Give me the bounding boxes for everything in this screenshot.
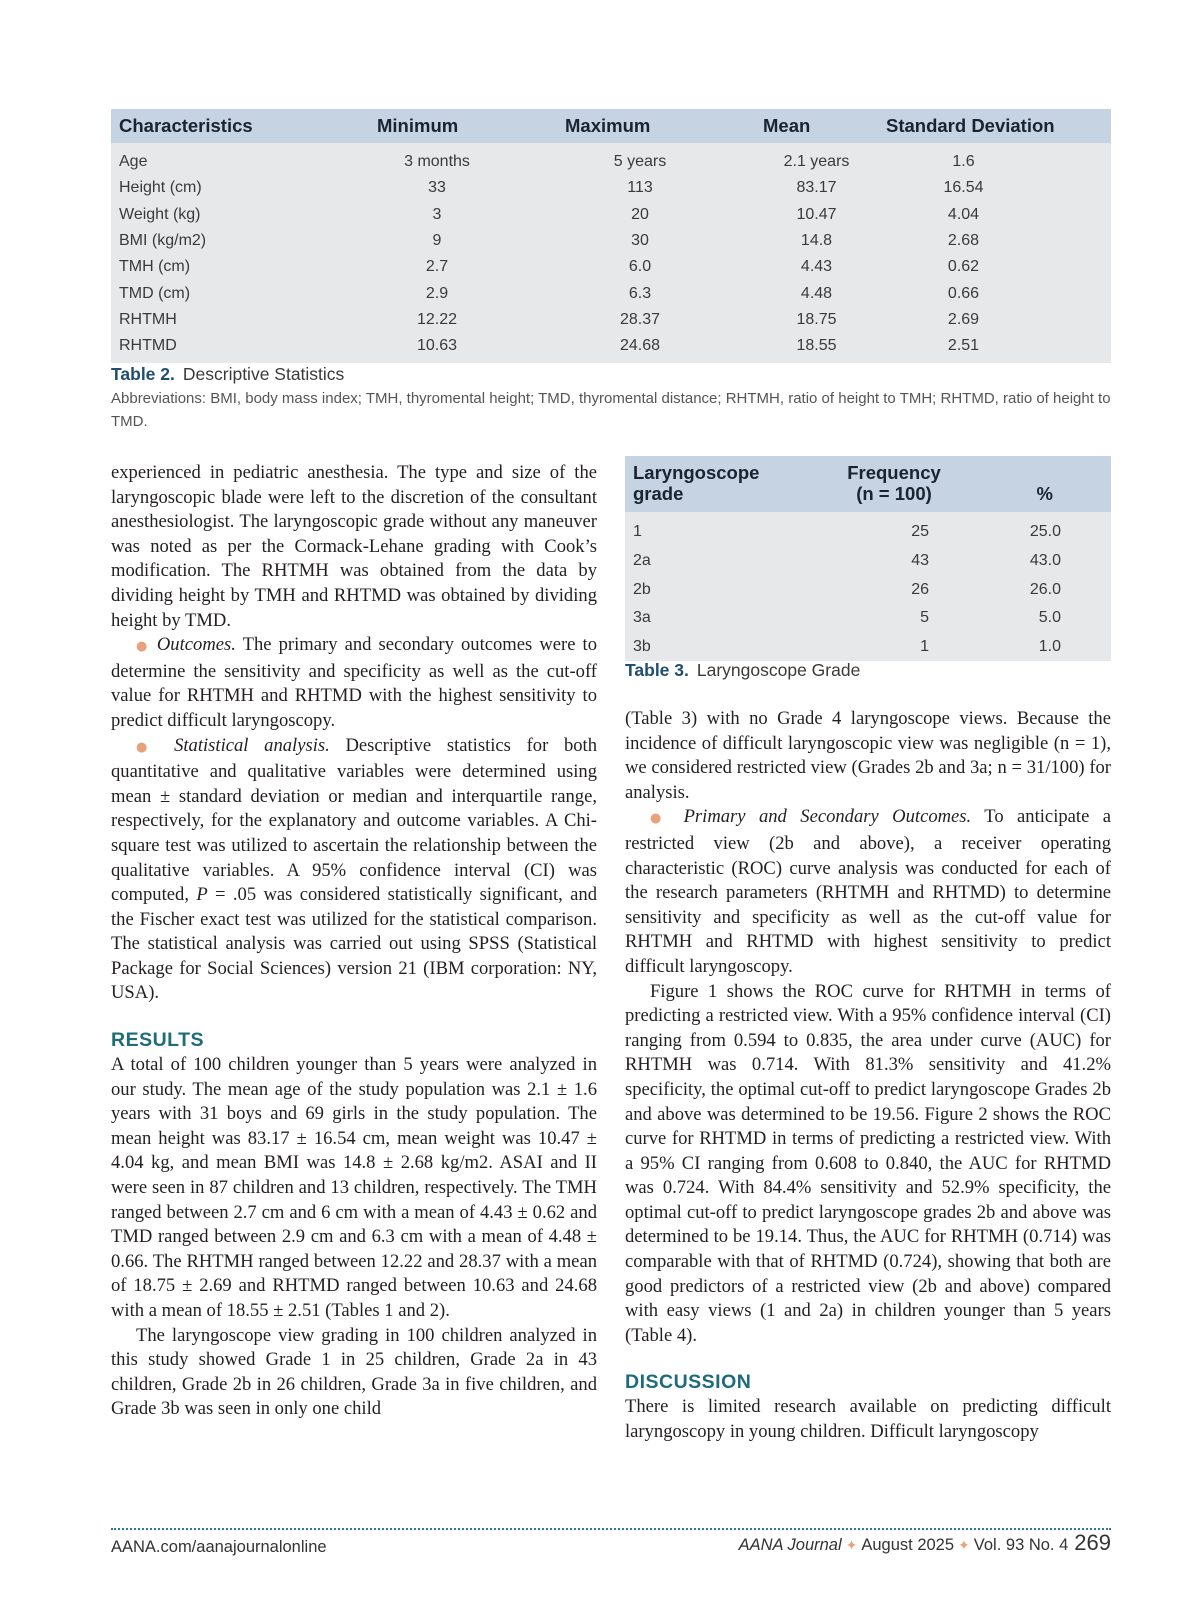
table-cell: Height (cm) bbox=[119, 179, 202, 197]
table-row bbox=[111, 307, 1111, 333]
table-cell: 2.51 bbox=[947, 337, 980, 355]
table-cell: 6.0 bbox=[628, 258, 652, 276]
table-cell: 3a bbox=[633, 609, 651, 627]
table-cell: 0.62 bbox=[947, 258, 980, 276]
discussion-heading: DISCUSSION bbox=[625, 1371, 752, 1394]
table-3-body bbox=[625, 512, 1111, 661]
table-cell: 1.0 bbox=[1038, 638, 1061, 656]
table-row bbox=[111, 143, 1111, 175]
table-cell: 33 bbox=[428, 179, 446, 197]
table-cell: 10.63 bbox=[416, 337, 458, 355]
table-cell: 26.0 bbox=[1029, 580, 1061, 598]
table-cell: 2.1 years bbox=[783, 153, 850, 171]
table-row bbox=[625, 547, 1111, 576]
table-cell: 83.17 bbox=[796, 179, 837, 197]
table-cell: 18.75 bbox=[796, 310, 837, 328]
table-2-abbreviations: Abbreviations: BMI, body mass index; TMH, thyromental height; TMD, thyromental distance; RHTMH, ratio of height to TMH; RHTMD, ratio of height to TMD. bbox=[111, 390, 1111, 430]
stat-lead: Statistical analysis. bbox=[174, 734, 330, 756]
table-row bbox=[625, 575, 1111, 604]
header-standard-deviation: Standard Deviation bbox=[886, 115, 1055, 136]
table-cell: 25 bbox=[911, 523, 929, 541]
footer-journal: AANA Journal bbox=[738, 1536, 842, 1554]
table-cell: 9 bbox=[432, 232, 442, 250]
table-cell: 2.69 bbox=[947, 310, 980, 328]
header-grade-line-2: grade bbox=[633, 483, 684, 504]
header-minimum: Minimum bbox=[377, 115, 459, 136]
header-grade-line-1: Laryngoscope bbox=[633, 462, 760, 483]
table-cell: RHTMD bbox=[119, 337, 177, 355]
table-cell: TMD (cm) bbox=[119, 284, 191, 302]
table-cell: 12.22 bbox=[416, 310, 458, 328]
stat-text-1: Descriptive statistics for both quantitative and qualitative variables were determined using mean ± standard deviation or median and interquartile range, respectively, for the explanatory and outcome variables. A Chi-square test was utilized to ascertain the relationship between the qualitative variables. A 95% confidence interval (CI) was computed, bbox=[111, 734, 598, 906]
table-cell: 43 bbox=[911, 552, 929, 570]
table-header-row bbox=[111, 109, 1111, 143]
table-row bbox=[625, 604, 1111, 633]
table-row bbox=[111, 333, 1111, 363]
outcomes-text: The primary and secondary outcomes were to determine the sensitivity and specificity as well as the cut-off value for RHTMH and RHTMD with the highest sensitivity to predict difficult laryngoscopy. bbox=[111, 634, 597, 731]
table-cell: 10.47 bbox=[796, 205, 837, 223]
table-cell: 0.66 bbox=[947, 284, 980, 302]
bullet-icon: ● bbox=[136, 639, 150, 655]
paragraph-results-2: The laryngoscope view grading in 100 children analyzed in this study showed Grade 1 in 25 children, Grade 2a in 43 children, Grade 2b in 26 children, Grade 3a in five children, and Grade 3b was seen in only one child bbox=[111, 1324, 597, 1420]
table-cell: 43.0 bbox=[1029, 552, 1061, 570]
table-cell: Weight (kg) bbox=[119, 205, 201, 223]
stat-text-2: = .05 was considered statistically significant, and the Fischer exact test was utilized for the statistical comparison. The statistical analysis was carried out using SPSS (Statistical Package for Social Sciences) version 21 (IBM corporation: NY, USA). bbox=[111, 884, 597, 1004]
table-cell: 4.48 bbox=[800, 284, 833, 302]
paragraph-results-continued: (Table 3) with no Grade 4 laryngoscope views. Because the incidence of difficult laryngoscopic view was negligible (n = 1), we considered restricted view (Grades 2b and 3a; n = 31/100) for analysis. bbox=[625, 708, 1111, 803]
bullet-icon: ● bbox=[650, 811, 671, 827]
outcomes-lead: Outcomes. bbox=[156, 634, 236, 656]
table-cell: 25.0 bbox=[1029, 523, 1061, 541]
header-frequency bbox=[811, 456, 977, 512]
table-cell: 1 bbox=[633, 523, 642, 541]
primary-lead: Primary and Secondary Outcomes. bbox=[683, 806, 972, 828]
footer-url: AANA.com/aanajournalonline bbox=[111, 1538, 327, 1556]
table-3-laryngoscope-grade bbox=[625, 456, 1111, 661]
table-3-caption bbox=[625, 660, 860, 681]
paragraph-discussion: There is limited research available on predicting difficult laryngoscopy in young children. Difficult laryngoscopy bbox=[625, 1396, 1111, 1443]
footer-volume: Vol. 93 bbox=[973, 1536, 1025, 1554]
table-cell: 5.0 bbox=[1038, 609, 1061, 627]
paragraph-results-1: A total of 100 children younger than 5 years were analyzed in our study. The mean age of the study population was 2.1 ± 1.6 years with 31 boys and 69 girls in the study population. The mean height was 83.17 ± 16.54 cm, mean weight was 10.47 ± 4.04 kg, and mean BMI was 14.8 ± 2.68 kg/m2. ASAI and II were seen in 87 children and 13 children, respectively. The TMH ranged between 2.7 cm and 6 cm with a mean of 4.43 ± 0.62 and TMD ranged between 2.9 cm and 6.3 cm with a mean of 4.48 ± 0.66. The RHTMH ranged between 12.22 and 28.37 with a mean of 18.75 ± 2.69 and RHTMD ranged between 10.63 and 24.68 with a mean of 18.55 ± 2.51 (Tables 1 and 2). bbox=[111, 1054, 597, 1321]
table-2-descriptive-statistics bbox=[111, 109, 1111, 363]
table-cell: 30 bbox=[631, 232, 649, 250]
table-cell: 2.7 bbox=[425, 258, 449, 276]
table-cell: BMI (kg/m2) bbox=[119, 232, 207, 250]
diamond-icon: ✦ bbox=[845, 1537, 858, 1553]
footer-number: No. 4 bbox=[1028, 1536, 1069, 1554]
table-cell: 3 months bbox=[404, 153, 470, 171]
table-cell: TMH (cm) bbox=[119, 258, 191, 276]
paragraph-statistical-analysis bbox=[111, 734, 597, 1007]
table-cell: 18.55 bbox=[796, 337, 837, 355]
paragraph-methods-end: experienced in pediatric anesthesia. The type and size of the laryngoscopic blade were left to the discretion of the consultant anesthesiologist. The laryngoscopic grade without any maneuver was noted as per the Cormack-Lehane grading with Cook’s modification. The RHTMH was obtained from the data by dividing height by TMH and RHTMD was obtained by dividing height by TMD. bbox=[111, 462, 597, 631]
paragraph-outcomes bbox=[111, 633, 597, 733]
table-header-row bbox=[625, 456, 1111, 512]
results-heading: RESULTS bbox=[111, 1029, 205, 1052]
table-cell: 2b bbox=[633, 580, 651, 598]
table-row bbox=[625, 512, 1111, 547]
table-cell: 6.3 bbox=[628, 284, 652, 302]
header-freq-line-1: Frequency bbox=[847, 462, 941, 483]
table-cell: 1 bbox=[920, 638, 929, 656]
table-cell: 3 bbox=[432, 205, 442, 223]
table-3-caption-text: Laryngoscope Grade bbox=[696, 660, 861, 680]
table-cell: 20 bbox=[631, 205, 649, 223]
table-2-body bbox=[111, 143, 1111, 363]
diamond-icon: ✦ bbox=[958, 1537, 970, 1553]
footer-citation bbox=[739, 1530, 1111, 1556]
table-cell: 3b bbox=[633, 638, 651, 656]
table-cell: 2.9 bbox=[425, 284, 449, 302]
table-cell: 2a bbox=[633, 552, 651, 570]
primary-text: To anticipate a restricted view (2b and above), a receiver operating characteristic (ROC) curve analysis was conducted for each of the research parameters (RHTMH and RHTMD) to determine sensitivity and specificity as well as the cut-off value for RHTMH and RHTMD with highest sensitivity to predict difficult laryngoscopy. bbox=[625, 806, 1112, 977]
table-cell: 26 bbox=[911, 580, 929, 598]
header-freq-line-2: (n = 100) bbox=[856, 483, 932, 504]
table-2-caption bbox=[111, 364, 344, 385]
table-cell: 16.54 bbox=[943, 179, 984, 197]
table-cell: 4.43 bbox=[800, 258, 833, 276]
table-cell: RHTMH bbox=[119, 310, 177, 328]
table-cell: 4.04 bbox=[947, 205, 980, 223]
page-number: 269 bbox=[1074, 1530, 1111, 1555]
table-cell: Age bbox=[119, 153, 148, 171]
header-laryngoscope-grade bbox=[625, 456, 811, 512]
table-row bbox=[111, 202, 1111, 228]
table-cell: 1.6 bbox=[952, 153, 975, 171]
table-row bbox=[111, 228, 1111, 254]
bullet-icon: ● bbox=[136, 739, 159, 755]
header-characteristics: Characteristics bbox=[119, 115, 253, 136]
table-2-caption-text: Descriptive Statistics bbox=[182, 364, 345, 384]
left-column bbox=[111, 461, 597, 1422]
header-maximum: Maximum bbox=[565, 115, 651, 136]
table-cell: 2.68 bbox=[947, 232, 980, 250]
table-row bbox=[111, 254, 1111, 280]
paragraph-roc-results: Figure 1 shows the ROC curve for RHTMH in terms of predicting a restricted view. With a 95% confidence interval (CI) ranging from 0.594 to 0.835, the area under curve (AUC) for RHTMH was 0.714. With 81.3% sensitivity and 41.2% specificity, the optimal cut-off to predict laryngoscope Grades 2b and above was determined to be 19.56. Figure 2 shows the ROC curve for RHTMD in terms of predicting a restricted view. With a 95% CI ranging from 0.608 to 0.840, the AUC for RHTMD was 0.724. With 84.4% sensitivity and 52.9% specificity, the optimal cut-off to predict laryngoscope grades 2b and above was determined to be 19.14. Thus, the AUC for RHTMH (0.714) was comparable with that of RHTMD (0.724), showing that both are good predictors of a restricted view (2b and above) compared with easy views (1 and 2a) in children younger than 5 years (Table 4). bbox=[625, 980, 1111, 1346]
table-3-caption-label: Table 3. bbox=[625, 660, 689, 680]
footer-date: August 2025 bbox=[861, 1536, 955, 1554]
paragraph-primary-secondary-outcomes bbox=[625, 805, 1111, 979]
table-row bbox=[111, 175, 1111, 201]
header-percent: % bbox=[1036, 483, 1053, 504]
table-cell: 28.37 bbox=[619, 310, 661, 328]
table-cell: 113 bbox=[627, 179, 653, 197]
header-mean: Mean bbox=[763, 115, 811, 136]
table-cell: 5 bbox=[920, 609, 929, 627]
table-row bbox=[625, 633, 1111, 662]
table-cell: 24.68 bbox=[619, 337, 661, 355]
stat-p-symbol: P bbox=[196, 884, 208, 906]
table-cell: 14.8 bbox=[800, 232, 833, 250]
table-cell: 5 years bbox=[613, 153, 667, 171]
right-column bbox=[625, 707, 1111, 1445]
table-2-caption-label: Table 2. bbox=[111, 364, 175, 384]
table-row bbox=[111, 280, 1111, 306]
